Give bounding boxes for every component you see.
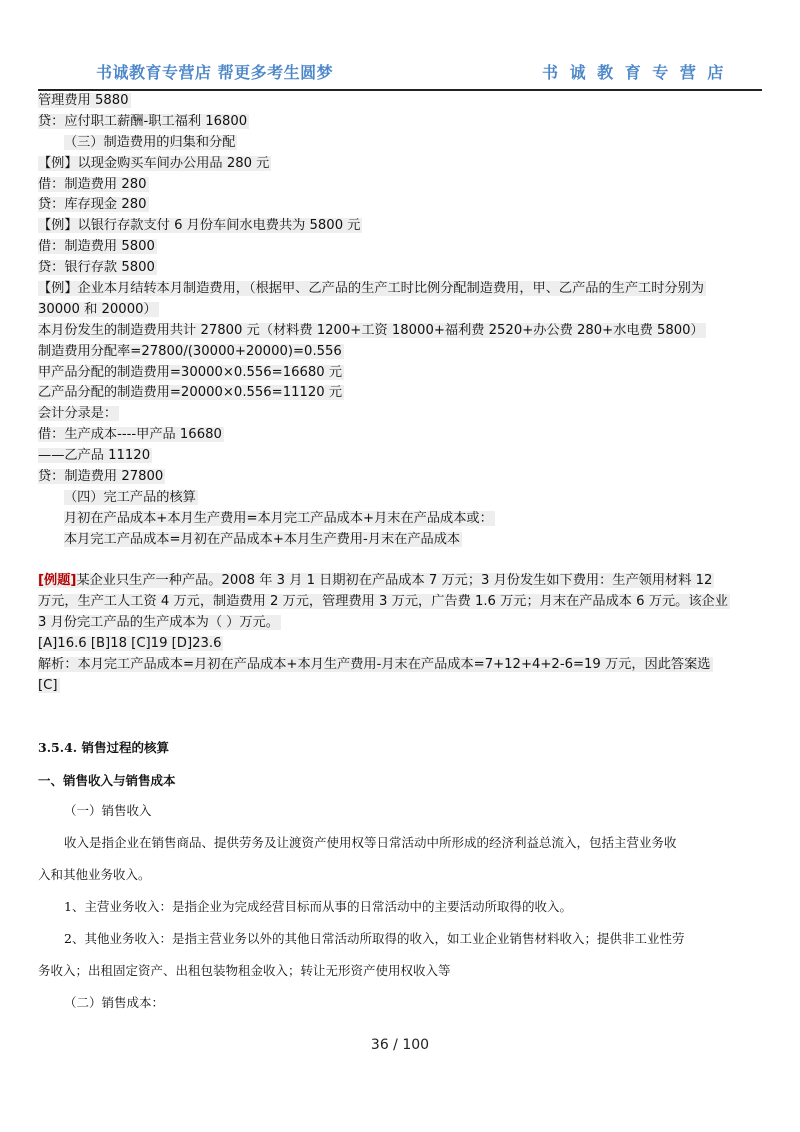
exercise-label: [例题] (38, 573, 77, 589)
text-line: 贷：制造费用 27800 (38, 469, 164, 485)
example-line: 【例】企业本月结转本月制造费用，（根据甲、乙产品的生产工时比例分配制造费用，甲、乙产品的生产工时分别为 (38, 281, 704, 297)
text-line: 贷：库存现金 280 (38, 197, 147, 213)
section-body (38, 795, 762, 1019)
exercise-options: [A]16.6 [B]18 [C]19 [D]23.6 (38, 636, 222, 652)
paragraph: 收入是指企业在销售商品、提供劳务及让渡资产使用权等日常活动中所形成的经济利益总流入，包括主营业务收 (64, 835, 677, 850)
text-line: 甲产品分配的制造费用=30000×0.556=16680 元 (38, 364, 343, 380)
paragraph: 2、其他业务收入：是指主营业务以外的其他日常活动所取得的收入，如工业企业销售材料收入；提供非工业性劳 (64, 931, 685, 946)
text-line: 管理费用 5880 (38, 93, 129, 108)
exercise-line (38, 571, 762, 592)
text-line: 制造费用分配率=27800/(30000+20000)=0.556 (38, 343, 342, 359)
header-right-text: 书 诚 教 育 专 营 店 (542, 63, 727, 82)
text-line: 借：生产成本----甲产品 16680 (38, 427, 222, 443)
exercise-analysis: [C] (38, 677, 58, 693)
sub-heading: （二）销售成本： (64, 995, 165, 1010)
exercise-line: 万元，生产工人工资 4 万元，制造费用 2 万元，管理费用 3 万元，广告费 1.6 万元；月末在产品成本 6 万元。该企业 (38, 594, 728, 610)
exercise-analysis: 解析：本月完工产品成本=月初在产品成本+本月生产费用-月末在产品成本=7+12+4+2-6=19 万元，因此答案选 (38, 657, 711, 673)
text-line: 30000 和 20000） (38, 301, 157, 317)
text-line: 会计分录是： (38, 406, 118, 422)
text-line: 借：制造费用 5800 (38, 239, 155, 255)
text-line: 本月份发生的制造费用共计 27800 元（材料费 1200+工资 18000+福利费 2520+办公费 280+水电费 5800） (38, 322, 704, 338)
main-content (38, 91, 762, 697)
subsection-heading: （四）完工产品的核算 (64, 489, 196, 505)
section-subtitle: 一、销售收入与销售成本 (38, 773, 176, 788)
exercise-line: 3 月份完工产品的生产成本为（ ）万元。 (38, 615, 279, 631)
page-header (38, 56, 762, 90)
text-line: ——乙产品 11120 (38, 448, 151, 464)
example-line: 【例】以现金购买车间办公用品 280 元 (38, 155, 270, 171)
paragraph-cont: 入和其他业务收入。 (38, 867, 151, 882)
text-line: 借：制造费用 280 (38, 176, 147, 192)
sub-heading: （一）销售收入 (64, 803, 152, 818)
example-line: 【例】以银行存款支付 6 月份车间水电费共为 5800 元 (38, 218, 361, 234)
paragraph-cont: 务收入；出租固定资产、出租包装物租金收入；转让无形资产使用权收入等 (38, 963, 451, 978)
exercise-text: 某企业只生产一种产品。2008 年 3 月 1 日期初在产品成本 7 万元；3 月份发生如下费用：生产领用材料 12 (76, 573, 713, 589)
subsection-heading: （三）制造费用的归集和分配 (64, 134, 236, 150)
page-number: 36 / 100 (370, 1037, 430, 1053)
blank-line (38, 551, 762, 572)
text-line: 乙产品分配的制造费用=20000×0.556=11120 元 (38, 385, 343, 401)
header-left-text: 书诚教育专营店 帮更多考生圆梦 (96, 63, 334, 82)
section-number-title: 3.5.4. 销售过程的核算 (38, 740, 170, 755)
formula-line: 本月完工产品成本=月初在产品成本+本月生产费用-月末在产品成本 (64, 531, 461, 547)
text-line: 贷：应付职工薪酬-职工福利 16800 (38, 113, 248, 129)
formula-line: 月初在产品成本+本月生产费用=本月完工产品成本+月末在产品成本或： (64, 510, 493, 526)
paragraph: 1、主营业务收入：是指企业为完成经营目标而从事的日常活动中的主要活动所取得的收入。 (64, 899, 572, 914)
text-line: 贷：银行存款 5800 (38, 260, 155, 276)
